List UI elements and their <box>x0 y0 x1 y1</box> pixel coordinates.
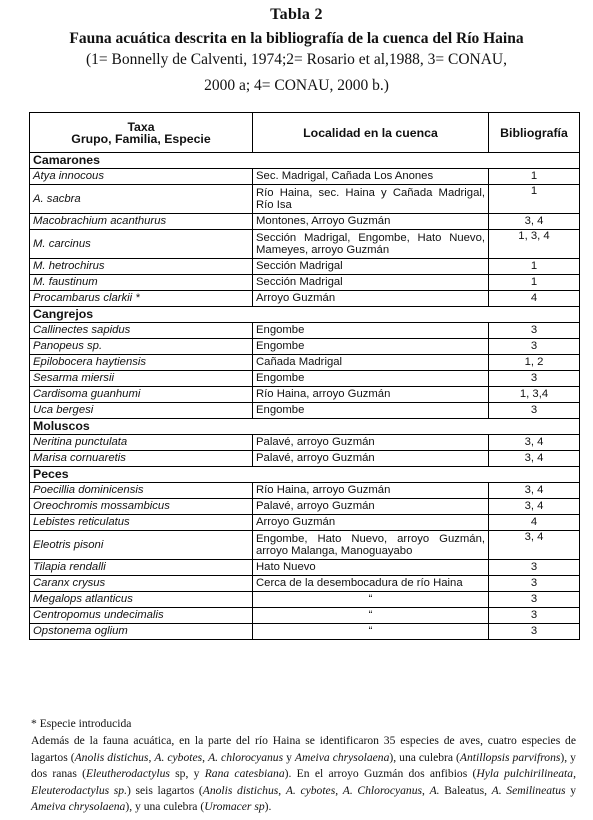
species-cell: Macobrachium acanthurus <box>30 214 253 230</box>
table-caption-line2: (1= Bonnelly de Calventi, 1974;2= Rosario et al,1988, 3= CONAU, <box>86 51 507 68</box>
species-cell: Marisa cornuaretis <box>30 451 253 467</box>
species-cell: Epilobocera haytiensis <box>30 355 253 371</box>
table-row <box>30 451 580 467</box>
table-row <box>30 230 580 259</box>
species-cell: Centropomus undecimalis <box>30 608 253 624</box>
bibliography-cell: 3, 4 <box>489 499 580 515</box>
header-taxa-line1: Taxa <box>127 119 155 134</box>
bibliography-cell: 3 <box>489 560 580 576</box>
additional-fauna-paragraph: Además de la fauna acuática, en la parte del río Haina se identificaron 35 especies de aves, cuatro especies de lagartos (Anolis distichus, A. cybotes, A. chlorocyanus y Ameiva chrysolaena), una culebra (Antillopsis parvifrons), y dos ranas (Eleutherodactylus sp, y Rana catesbiana). En el arroyo Guzmán dos anfibios (Hyla pulchirilineata, Eleuterodactylus sp.) seis lagartos (Anolis distichus, A. cybotes, A. Chlorocyanus, A. Baleatus, A. Semilineatus y Ameiva chrysolaena), y una culebra (Uromacer sp). <box>31 734 577 814</box>
locality-cell: Engombe <box>253 371 489 387</box>
bibliography-cell: 1, 3,4 <box>489 387 580 403</box>
species-cell: M. faustinum <box>30 275 253 291</box>
species-cell: Neritina punctulata <box>30 435 253 451</box>
locality-cell: Hato Nuevo <box>253 560 489 576</box>
table-row <box>30 624 580 640</box>
bibliography-cell: 1, 2 <box>489 355 580 371</box>
group-row <box>30 467 580 483</box>
table-row <box>30 499 580 515</box>
header-taxa-line2: Grupo, Familia, Especie <box>71 132 211 146</box>
fauna-table <box>29 112 580 640</box>
bibliography-cell: 3 <box>489 323 580 339</box>
species-cell: Uca bergesi <box>30 403 253 419</box>
locality-cell: Cerca de la desembocadura de río Haina <box>253 576 489 592</box>
species-cell: M. carcinus <box>30 230 253 259</box>
species-cell: Megalops atlanticus <box>30 592 253 608</box>
species-cell: Tilapia rendalli <box>30 560 253 576</box>
bibliography-cell: 3, 4 <box>489 531 580 560</box>
table-caption-line3: 2000 a; 4= CONAU, 2000 b.) <box>204 77 389 94</box>
locality-cell: Río Haina, arroyo Guzmán <box>253 387 489 403</box>
locality-cell: “ <box>253 624 489 640</box>
bibliography-cell: 1 <box>489 185 580 214</box>
bibliography-cell: 3 <box>489 608 580 624</box>
locality-cell: Arroyo Guzmán <box>253 291 489 307</box>
table-row <box>30 323 580 339</box>
table-row <box>30 291 580 307</box>
table-row <box>30 371 580 387</box>
group-label: Cangrejos <box>30 307 580 323</box>
table-row <box>30 435 580 451</box>
table-row <box>30 259 580 275</box>
table-row <box>30 355 580 371</box>
bibliography-cell: 3, 4 <box>489 214 580 230</box>
bibliography-cell: 3 <box>489 592 580 608</box>
table-row <box>30 339 580 355</box>
species-cell: Poecillia dominicensis <box>30 483 253 499</box>
table-row <box>30 531 580 560</box>
table-row <box>30 185 580 214</box>
locality-cell: Sec. Madrigal, Cañada Los Anones <box>253 169 489 185</box>
locality-cell: Palavé, arroyo Guzmán <box>253 499 489 515</box>
species-cell: Lebistes reticulatus <box>30 515 253 531</box>
locality-cell: Engombe <box>253 339 489 355</box>
species-cell: Callinectes sapidus <box>30 323 253 339</box>
header-locality: Localidad en la cuenca <box>253 113 489 153</box>
table-row <box>30 169 580 185</box>
species-cell: Sesarma miersii <box>30 371 253 387</box>
species-cell: Cardisoma guanhumi <box>30 387 253 403</box>
species-cell: Caranx crysus <box>30 576 253 592</box>
table-row <box>30 576 580 592</box>
group-label: Moluscos <box>30 419 580 435</box>
header-taxa <box>30 113 253 153</box>
locality-cell: Engombe <box>253 323 489 339</box>
table-row <box>30 608 580 624</box>
table-row <box>30 515 580 531</box>
bibliography-cell: 1 <box>489 259 580 275</box>
species-cell: Atya innocous <box>30 169 253 185</box>
species-cell: M. hetrochirus <box>30 259 253 275</box>
footnote-introduced: * Especie introducida <box>31 717 132 730</box>
species-cell: Procambarus clarkii * <box>30 291 253 307</box>
locality-cell: Sección Madrigal <box>253 259 489 275</box>
locality-cell: Sección Madrigal <box>253 275 489 291</box>
group-label: Peces <box>30 467 580 483</box>
table-caption-line1: Fauna acuática descrita en la bibliografía de la cuenca del Río Haina <box>69 30 524 47</box>
bibliography-cell: 3 <box>489 339 580 355</box>
bibliography-cell: 3, 4 <box>489 451 580 467</box>
table-row <box>30 483 580 499</box>
bibliography-cell: 3 <box>489 371 580 387</box>
bibliography-cell: 3 <box>489 576 580 592</box>
table-title: Tabla 2 <box>270 6 323 23</box>
species-cell: Oreochromis mossambicus <box>30 499 253 515</box>
locality-cell: Palavé, arroyo Guzmán <box>253 451 489 467</box>
bibliography-cell: 3 <box>489 403 580 419</box>
locality-cell: Cañada Madrigal <box>253 355 489 371</box>
bibliography-cell: 4 <box>489 515 580 531</box>
locality-cell: Palavé, arroyo Guzmán <box>253 435 489 451</box>
table-row <box>30 214 580 230</box>
header-bibliography: Bibliografía <box>489 113 580 153</box>
locality-cell: Engombe, Hato Nuevo, arroyo Guzmán, arroyo Malanga, Manoguayabo <box>253 531 489 560</box>
locality-cell: Río Haina, arroyo Guzmán <box>253 483 489 499</box>
table-row <box>30 560 580 576</box>
bibliography-cell: 1 <box>489 275 580 291</box>
table-row <box>30 275 580 291</box>
table-header-row <box>30 113 580 153</box>
locality-cell: Arroyo Guzmán <box>253 515 489 531</box>
bibliography-cell: 3 <box>489 624 580 640</box>
species-cell: A. sacbra <box>30 185 253 214</box>
group-label: Camarones <box>30 153 580 169</box>
group-row <box>30 153 580 169</box>
group-row <box>30 307 580 323</box>
bibliography-cell: 3, 4 <box>489 483 580 499</box>
species-cell: Eleotris pisoni <box>30 531 253 560</box>
table-body <box>30 153 580 640</box>
bibliography-cell: 4 <box>489 291 580 307</box>
species-cell: Panopeus sp. <box>30 339 253 355</box>
locality-cell: “ <box>253 592 489 608</box>
bibliography-cell: 3, 4 <box>489 435 580 451</box>
locality-cell: Engombe <box>253 403 489 419</box>
table-row <box>30 403 580 419</box>
table-row <box>30 592 580 608</box>
group-row <box>30 419 580 435</box>
bibliography-cell: 1 <box>489 169 580 185</box>
locality-cell: “ <box>253 608 489 624</box>
species-cell: Opstonema oglium <box>30 624 253 640</box>
table-row <box>30 387 580 403</box>
bibliography-cell: 1, 3, 4 <box>489 230 580 259</box>
locality-cell: Sección Madrigal, Engombe, Hato Nuevo, Mameyes, arroyo Guzmán <box>253 230 489 259</box>
locality-cell: Río Haina, sec. Haina y Cañada Madrigal, Río Isa <box>253 185 489 214</box>
locality-cell: Montones, Arroyo Guzmán <box>253 214 489 230</box>
